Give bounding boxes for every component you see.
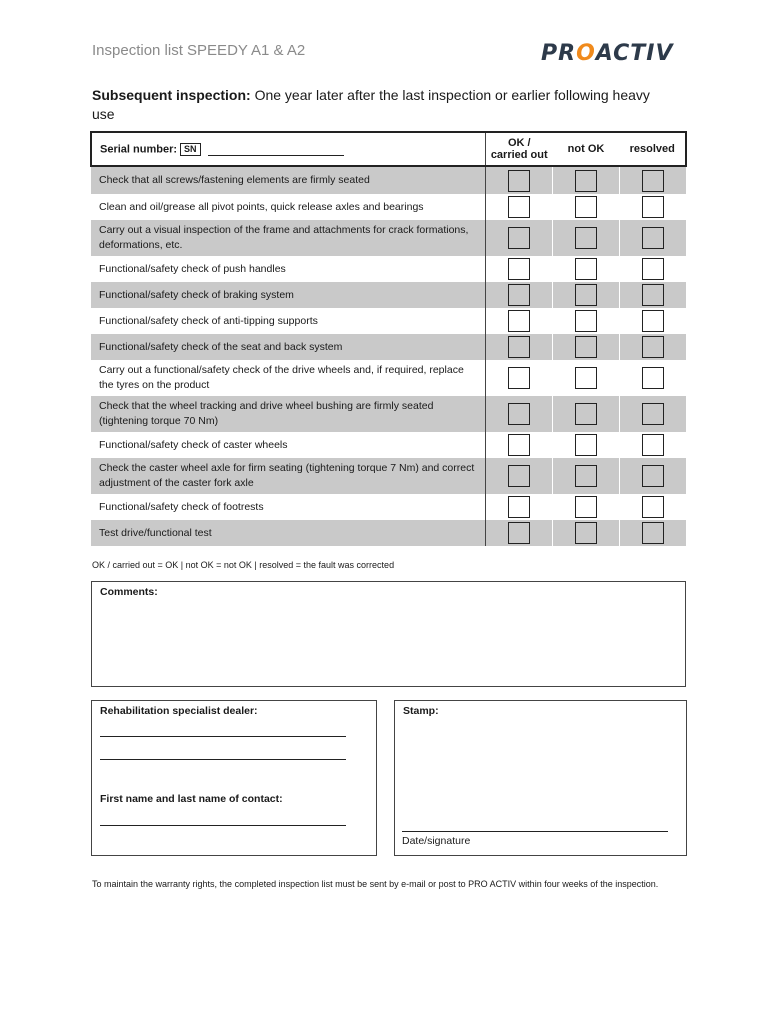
checkbox-resolved[interactable] <box>642 284 664 306</box>
task-description: Functional/safety check of footrests <box>91 494 486 520</box>
task-description: Functional/safety check of braking system <box>91 282 486 308</box>
comments-box[interactable] <box>91 581 686 687</box>
task-description: Clean and oil/grease all pivot points, quick release axles and bearings <box>91 194 486 220</box>
cell-not-ok <box>553 432 620 458</box>
checkbox-resolved[interactable] <box>642 310 664 332</box>
checkbox-ok[interactable] <box>508 227 530 249</box>
logo-wordmark: PROACTIV <box>541 41 674 66</box>
task-description: Carry out a visual inspection of the frame and attachments for crack formations, deformations, etc. <box>91 220 486 256</box>
cell-resolved <box>620 396 687 432</box>
checkbox-ok[interactable] <box>508 522 530 544</box>
table-header-row <box>91 132 686 166</box>
task-description: Test drive/functional test <box>91 520 486 546</box>
table-row <box>91 334 686 360</box>
checkbox-not-ok[interactable] <box>575 434 597 456</box>
checkbox-resolved[interactable] <box>642 522 664 544</box>
cell-not-ok <box>553 220 620 256</box>
cell-ok <box>486 256 553 282</box>
checkbox-not-ok[interactable] <box>575 465 597 487</box>
proactiv-logo <box>541 41 691 69</box>
cell-ok <box>486 360 553 396</box>
dealer-label: Rehabilitation specialist dealer: <box>100 705 258 717</box>
checkbox-resolved[interactable] <box>642 434 664 456</box>
task-description: Check the caster wheel axle for firm seating (tightening torque 7 Nm) and correct adjustment of the caster fork axle <box>91 458 486 494</box>
cell-resolved <box>620 256 687 282</box>
task-description: Check that the wheel tracking and drive wheel bushing are firmly seated (tightening torque 70 Nm) <box>91 396 486 432</box>
cell-ok <box>486 166 553 194</box>
cell-not-ok <box>553 458 620 494</box>
checkbox-not-ok[interactable] <box>575 258 597 280</box>
checkbox-ok[interactable] <box>508 170 530 192</box>
cell-resolved <box>620 432 687 458</box>
cell-resolved <box>620 458 687 494</box>
task-description: Functional/safety check of the seat and back system <box>91 334 486 360</box>
cell-not-ok <box>553 166 620 194</box>
task-description: Functional/safety check of anti-tipping supports <box>91 308 486 334</box>
cell-not-ok <box>553 256 620 282</box>
checkbox-ok[interactable] <box>508 434 530 456</box>
checkbox-not-ok[interactable] <box>575 336 597 358</box>
table-row <box>91 308 686 334</box>
col-resolved-header: resolved <box>620 132 687 166</box>
intro-text <box>92 86 672 124</box>
cell-ok <box>486 520 553 546</box>
task-description: Carry out a functional/safety check of the drive wheels and, if required, replace the tyres on the product <box>91 360 486 396</box>
checkbox-resolved[interactable] <box>642 496 664 518</box>
stamp-box[interactable] <box>394 700 687 856</box>
cell-ok <box>486 458 553 494</box>
table-row <box>91 458 686 494</box>
checkbox-resolved[interactable] <box>642 227 664 249</box>
serial-number-label: Serial number: <box>100 142 178 155</box>
cell-ok <box>486 308 553 334</box>
checkbox-not-ok[interactable] <box>575 522 597 544</box>
legend-text: OK / carried out = OK | not OK = not OK | resolved = the fault was corrected <box>92 560 395 570</box>
checkbox-ok[interactable] <box>508 465 530 487</box>
cell-resolved <box>620 194 687 220</box>
task-description: Functional/safety check of push handles <box>91 256 486 282</box>
task-description: Check that all screws/fastening elements are firmly seated <box>91 166 486 194</box>
cell-ok <box>486 220 553 256</box>
contact-line[interactable] <box>100 825 346 826</box>
cell-resolved <box>620 360 687 396</box>
dealer-line-1[interactable] <box>100 736 346 737</box>
cell-resolved <box>620 282 687 308</box>
table-row <box>91 520 686 546</box>
checkbox-ok[interactable] <box>508 336 530 358</box>
checkbox-not-ok[interactable] <box>575 403 597 425</box>
cell-resolved <box>620 334 687 360</box>
col-ok-header: OK / carried out <box>486 132 553 166</box>
checkbox-not-ok[interactable] <box>575 367 597 389</box>
table-row <box>91 166 686 194</box>
checkbox-resolved[interactable] <box>642 403 664 425</box>
checkbox-ok[interactable] <box>508 284 530 306</box>
checkbox-not-ok[interactable] <box>575 170 597 192</box>
cell-resolved <box>620 166 687 194</box>
checkbox-resolved[interactable] <box>642 367 664 389</box>
table-row <box>91 494 686 520</box>
checkbox-not-ok[interactable] <box>575 196 597 218</box>
checkbox-ok[interactable] <box>508 403 530 425</box>
cell-ok <box>486 432 553 458</box>
cell-ok <box>486 396 553 432</box>
checkbox-resolved[interactable] <box>642 465 664 487</box>
table-row <box>91 396 686 432</box>
cell-not-ok <box>553 520 620 546</box>
checkbox-ok[interactable] <box>508 367 530 389</box>
table-row <box>91 360 686 396</box>
cell-not-ok <box>553 194 620 220</box>
checkbox-ok[interactable] <box>508 496 530 518</box>
checkbox-resolved[interactable] <box>642 258 664 280</box>
cell-not-ok <box>553 334 620 360</box>
serial-number-field[interactable] <box>208 155 344 156</box>
intro-body: One year later after the last inspection or earlier following heavy use <box>92 87 650 122</box>
cell-ok <box>486 194 553 220</box>
checkbox-not-ok[interactable] <box>575 310 597 332</box>
intro-bold: Subsequent inspection: <box>92 87 251 103</box>
contact-label: First name and last name of contact: <box>100 793 283 805</box>
inspection-table <box>90 131 687 546</box>
dealer-box <box>91 700 377 856</box>
checkbox-ok[interactable] <box>508 196 530 218</box>
cell-ok <box>486 334 553 360</box>
cell-not-ok <box>553 494 620 520</box>
cell-resolved <box>620 520 687 546</box>
table-row <box>91 220 686 256</box>
stamp-label: Stamp: <box>403 705 439 717</box>
sn-badge: SN <box>180 143 201 156</box>
cell-resolved <box>620 308 687 334</box>
cell-not-ok <box>553 308 620 334</box>
checkbox-resolved[interactable] <box>642 196 664 218</box>
checkbox-not-ok[interactable] <box>575 227 597 249</box>
cell-not-ok <box>553 282 620 308</box>
cell-ok <box>486 282 553 308</box>
cell-resolved <box>620 220 687 256</box>
checkbox-not-ok[interactable] <box>575 496 597 518</box>
checkbox-resolved[interactable] <box>642 336 664 358</box>
cell-ok <box>486 494 553 520</box>
cell-not-ok <box>553 360 620 396</box>
date-signature-label: Date/signature <box>402 835 471 847</box>
footer-note: To maintain the warranty rights, the completed inspection list must be sent by e-mail or post to PRO ACTIV within four weeks of the inspection. <box>92 879 659 889</box>
table-row <box>91 194 686 220</box>
cell-resolved <box>620 494 687 520</box>
checkbox-ok[interactable] <box>508 310 530 332</box>
checkbox-resolved[interactable] <box>642 170 664 192</box>
checkbox-not-ok[interactable] <box>575 284 597 306</box>
serial-number-cell <box>91 132 486 166</box>
table-row <box>91 256 686 282</box>
signature-line[interactable] <box>402 831 668 832</box>
checkbox-ok[interactable] <box>508 258 530 280</box>
col-not-ok-header: not OK <box>553 132 620 166</box>
task-description: Functional/safety check of caster wheels <box>91 432 486 458</box>
table-row <box>91 432 686 458</box>
document-title: Inspection list SPEEDY A1 & A2 <box>92 42 306 59</box>
dealer-line-2[interactable] <box>100 759 346 760</box>
cell-not-ok <box>553 396 620 432</box>
comments-label: Comments: <box>100 586 158 598</box>
table-row <box>91 282 686 308</box>
